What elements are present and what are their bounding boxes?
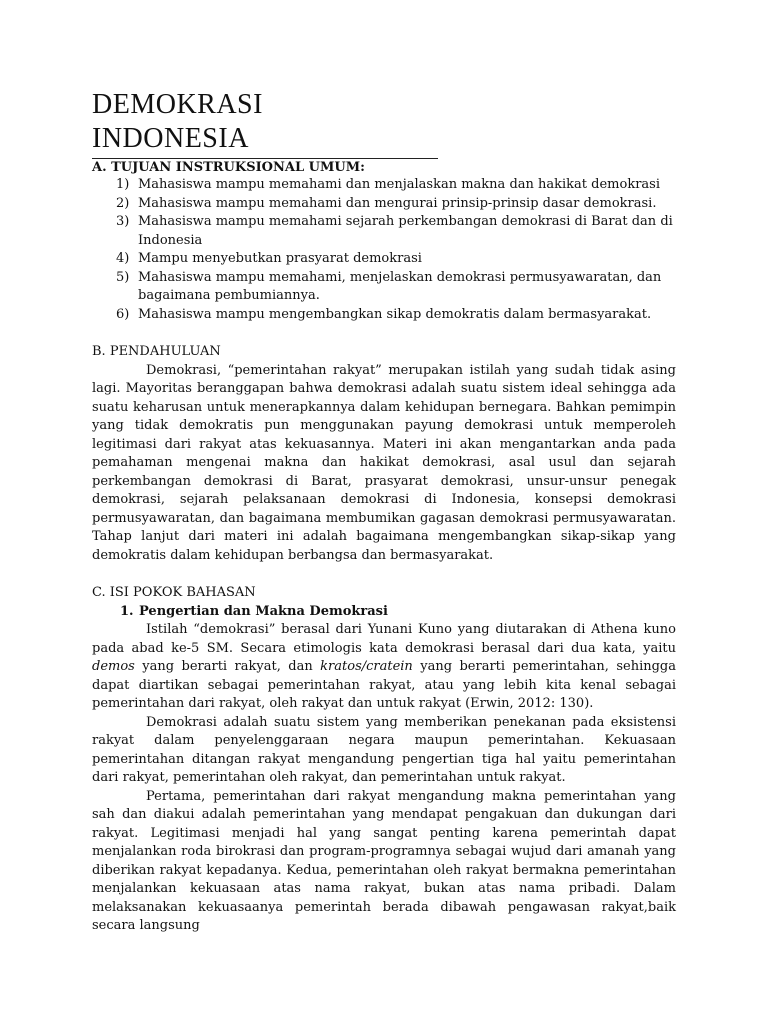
paragraph-explanation: Pertama, pemerintahan dari rakyat mengandung makna pemerintahan yang sah dan diakui adalah pemerintahan yang mendapat pengakuan dan dukungan dari rakyat. Legitimasi menjadi hal yang sangat penting karena pemerintah dapat menjalankan roda birokrasi dan program-programnya sebagai wujud dari amanah yang diberikan rakyat kepadanya. Kedua, pemerintahan oleh rakyat bermakna pemerintahan menjalankan kekuasaan atas nama rakyat, bukan atas nama pribadi. Dalam melaksanakan kekuasaanya pemerintah berada dibawah pengawasan rakyat,baik secara langsung <box>92 788 676 933</box>
list-item <box>92 250 676 269</box>
list-number: 2) <box>116 195 130 211</box>
list-item <box>92 306 676 325</box>
list-number: 5) <box>116 269 130 285</box>
list-text: Mahasiswa mampu memahami sejarah perkembangan demokrasi di Barat dan di Indonesia <box>138 214 673 248</box>
document-page <box>92 88 676 936</box>
subsection-number: 1. <box>120 603 134 619</box>
list-number: 6) <box>116 306 130 322</box>
term-demos: demos <box>92 659 135 674</box>
title-line-1: DEMOKRASI <box>92 89 263 120</box>
paragraph-definition: Demokrasi adalah suatu sistem yang memberikan penekanan pada eksistensi rakyat dalam penyelenggaraan negara maupun pemerintahan. Kekuasaan pemerintahan ditangan rakyat mengandung pengertian tiga hal yaitu pemerintahan dari rakyat, pemerintahan oleh rakyat, dan pemerintahan untuk rakyat. <box>92 714 676 785</box>
subsection-title: Pengertian dan Makna Demokrasi <box>139 603 388 619</box>
list-item <box>92 213 676 250</box>
section-b-heading: B. PENDAHULUAN <box>92 344 221 359</box>
text-run: Istilah “demokrasi” berasal dari Yunani Kuno yang diutarakan di Athena kuno pada abad ke-5 SM. Secara etimologis kata demokrasi berasal dari dua kata, yaitu <box>92 622 676 656</box>
list-text: Mahasiswa mampu memahami, menjelaskan demokrasi permusyawaratan, dan bagaimana pembumiannya. <box>138 269 662 303</box>
text-run: yang berarti rakyat, dan <box>134 659 321 674</box>
list-text: Mahasiswa mampu memahami dan menjalaskan makna dan hakikat demokrasi <box>138 177 660 192</box>
paragraph-etymology <box>92 621 676 714</box>
list-number: 1) <box>116 177 130 192</box>
list-text: Mahasiswa mampu mengembangkan sikap demokratis dalam bermasyarakat. <box>138 306 652 322</box>
list-item <box>92 269 676 306</box>
subsection-heading <box>92 603 676 622</box>
list-item <box>92 195 676 214</box>
list-number: 3) <box>116 214 130 229</box>
title-line-2: INDONESIA <box>92 123 249 154</box>
section-a-heading: A. TUJUAN INSTRUKSIONAL UMUM: <box>92 158 438 176</box>
list-text: Mahasiswa mampu memahami dan mengurai prinsip-prinsip dasar demokrasi. <box>138 195 657 211</box>
document-title <box>92 88 676 156</box>
term-kratos: kratos/cratein <box>320 659 413 674</box>
section-b-paragraph: Demokrasi, “pemerintahan rakyat” merupakan istilah yang sudah tidak asing lagi. Mayoritas beranggapan bahwa demokrasi adalah suatu sistem ideal sehingga ada suatu keharusan untuk menerapkannya dalam kehidupan bernegara. Bahkan pemimpin yang tidak demokratis pun menggunakan payung demokrasi untuk memperoleh legitimasi dari rakyat atas kekuasannya. Materi ini akan mengantarkan anda pada pemahaman mengenai makna dan hakikat demokrasi, asal usul dan sejarah perkembangan demokrasi di Barat, prasyarat demokrasi, unsur-unsur penegak demokrasi, sejarah pelaksanaan demokrasi di Indonesia, konsepsi demokrasi permusyawaratan, dan bagaimana membumikan gagasan demokrasi permusyawaratan. Tahap lanjut dari materi ini adalah bagaimana mengembangkan sikap-sikap yang demokratis dalam kehidupan berbangsa dan bermasyarakat. <box>92 362 676 563</box>
list-number: 4) <box>116 251 130 266</box>
objectives-list <box>92 176 676 324</box>
section-c-heading: C. ISI POKOK BAHASAN <box>92 585 256 600</box>
list-item <box>92 176 676 195</box>
list-text: Mampu menyebutkan prasyarat demokrasi <box>138 251 422 266</box>
text-run: yang berarti pemerintahan, sehingga dapat diartikan sebagai pemerintahan rakyat, atau yang lebih kita kenal sebagai pemerintahan dari rakyat, oleh rakyat dan untuk rakyat (Erwin, 2012: 130). <box>92 659 676 711</box>
